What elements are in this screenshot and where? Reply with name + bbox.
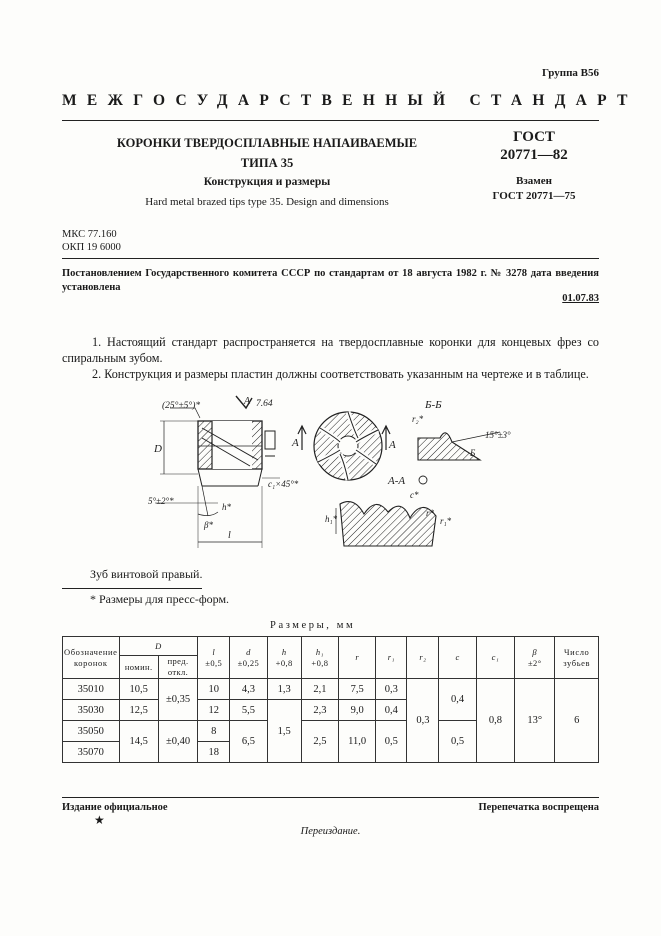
cell-r: 7,5: [339, 679, 376, 700]
cell-beta: 13°: [515, 679, 555, 763]
cell-code: 35070: [63, 742, 120, 763]
mks-code: МКС 77.160: [62, 229, 117, 240]
angle-top-label: (25°±5°)*: [162, 401, 201, 411]
cell-D-nom: 12,5: [119, 700, 158, 721]
angle-5-label: 5°±2°*: [148, 496, 174, 506]
cell-c1: 0,8: [476, 679, 514, 763]
dimensions-table: [62, 636, 599, 763]
cell-h: 1,5: [267, 700, 301, 763]
label-D: D: [154, 443, 162, 455]
cell-l: 12: [198, 700, 230, 721]
cell-c: 0,4: [439, 679, 476, 721]
replaces-label: Взамен: [516, 175, 552, 187]
label-A-top: A: [244, 396, 251, 407]
label-B-section: Б: [470, 448, 476, 458]
footer-no-reprint: Перепечатка воспрещена: [478, 802, 599, 813]
cell-h1: 2,1: [301, 679, 338, 700]
section-AA-label: А-А: [388, 475, 406, 487]
cell-d: 6,5: [230, 721, 267, 763]
chamfer-label: c₁×45°*: [268, 479, 299, 489]
header-teeth: Число зубьев: [555, 637, 599, 679]
reissue-note: Переиздание.: [300, 826, 361, 837]
table-caption: Размеры, мм: [270, 620, 356, 631]
cell-r2: 0,3: [407, 679, 439, 763]
okp-code: ОКП 19 6000: [62, 242, 121, 253]
cell-D-nom: 10,5: [119, 679, 158, 700]
angle-15-label: 15°±3°: [485, 430, 511, 440]
cell-d: 5,5: [230, 700, 267, 721]
label-h: h*: [222, 502, 231, 512]
cell-code: 35030: [63, 700, 120, 721]
body-text: [62, 334, 599, 382]
header-h1: h₁ +0,8: [301, 637, 338, 679]
label-l: l: [228, 530, 231, 541]
label-A-right: A: [389, 439, 396, 451]
doc-subtitle: Конструкция и размеры: [203, 176, 331, 188]
label-beta: β*: [204, 520, 213, 530]
end-view: [291, 412, 396, 480]
english-title: Hard metal brazed tips type 35. Design and dimensions: [145, 196, 389, 208]
header-d: d ±0,25: [230, 637, 267, 679]
cell-r1: 0,3: [376, 679, 407, 700]
cell-c: 0,5: [439, 721, 476, 763]
gost-label: ГОСТ: [513, 129, 555, 145]
cell-h1: 2,5: [301, 721, 338, 763]
header-h: h +0,8: [267, 637, 301, 679]
replaces-value: ГОСТ 20771—75: [492, 190, 576, 202]
footer-rule: [62, 797, 599, 798]
cell-teeth: 6: [555, 679, 599, 763]
header-rule: [62, 120, 599, 121]
cell-r1: 0,5: [376, 721, 407, 763]
cell-r1: 0,4: [376, 700, 407, 721]
header-l: l ±0,5: [198, 637, 230, 679]
header-r2: r₂: [407, 637, 439, 679]
paragraph-2: 2. Конструкция и размеры пластин должны соответствовать указанным на чертеже и в таблице.: [92, 367, 589, 381]
header-r1: r₁: [376, 637, 407, 679]
cell-code: 35010: [63, 679, 120, 700]
star-icon: ★: [94, 813, 105, 827]
header-D-tol: пред. откл.: [158, 656, 197, 679]
header-designation: Обозначение коронок: [63, 637, 120, 679]
footnote-rule: [62, 588, 202, 589]
cell-d: 4,3: [230, 679, 267, 700]
decree-text: Постановлением Государственного комитета СССР по стандартам от 18 августа 1982 г. № 3278 дата введения установлена: [62, 268, 599, 293]
meta-rule: [62, 258, 599, 259]
header-r: r: [339, 637, 376, 679]
group-code: Группа В56: [541, 67, 599, 79]
cell-code: 35050: [63, 721, 120, 742]
header-c1: c₁: [476, 637, 514, 679]
header-c: c: [439, 637, 476, 679]
decree-date: 01.07.83: [562, 293, 599, 304]
table-row: [63, 679, 599, 700]
cell-h: 1,3: [267, 679, 301, 700]
section-BB-label: Б-Б: [425, 399, 442, 411]
cell-l: 18: [198, 742, 230, 763]
footer-official: Издание официальное: [62, 802, 168, 813]
angle-764-label: 7.64: [256, 399, 273, 409]
section-BB: [412, 399, 511, 460]
gost-number: 20771—82: [500, 147, 568, 163]
header-D-nom: номин.: [119, 656, 158, 679]
label-h1: h₁*: [325, 514, 338, 524]
label-r: r*: [426, 508, 435, 518]
technical-drawing: [140, 386, 600, 556]
label-r1: r₁*: [440, 516, 452, 526]
doc-title-line1: КОРОНКИ ТВЕРДОСПЛАВНЫЕ НАПАИВАЕМЫЕ: [116, 136, 418, 150]
cell-D-tol: ±0,35: [158, 679, 197, 721]
cell-D-nom: 14,5: [119, 721, 158, 763]
cell-l: 10: [198, 679, 230, 700]
header-D: D: [119, 637, 198, 656]
cell-D-tol: ±0,40: [158, 721, 197, 763]
cell-h1: 2,3: [301, 700, 338, 721]
header-beta: β ±2°: [515, 637, 555, 679]
doc-title-line2: ТИПА 35: [240, 156, 294, 170]
paragraph-1: 1. Настоящий стандарт распространяется на твердосплавные коронки для концевых фрез со спиральным зубом.: [62, 335, 599, 365]
label-r2: r₂*: [412, 414, 424, 424]
cell-r: 11,0: [339, 721, 376, 763]
cell-l: 8: [198, 721, 230, 742]
label-A-left: A: [292, 437, 299, 449]
standard-banner: МЕЖГОСУДАРСТВЕННЫЙ СТАНДАРТ: [62, 92, 638, 109]
cell-r: 9,0: [339, 700, 376, 721]
label-c: c*: [410, 490, 419, 500]
side-view: [148, 396, 299, 548]
tooth-note: Зуб винтовой правый.: [90, 567, 203, 581]
footnote: * Размеры для пресс-форм.: [90, 592, 230, 606]
section-AA: [325, 475, 452, 546]
